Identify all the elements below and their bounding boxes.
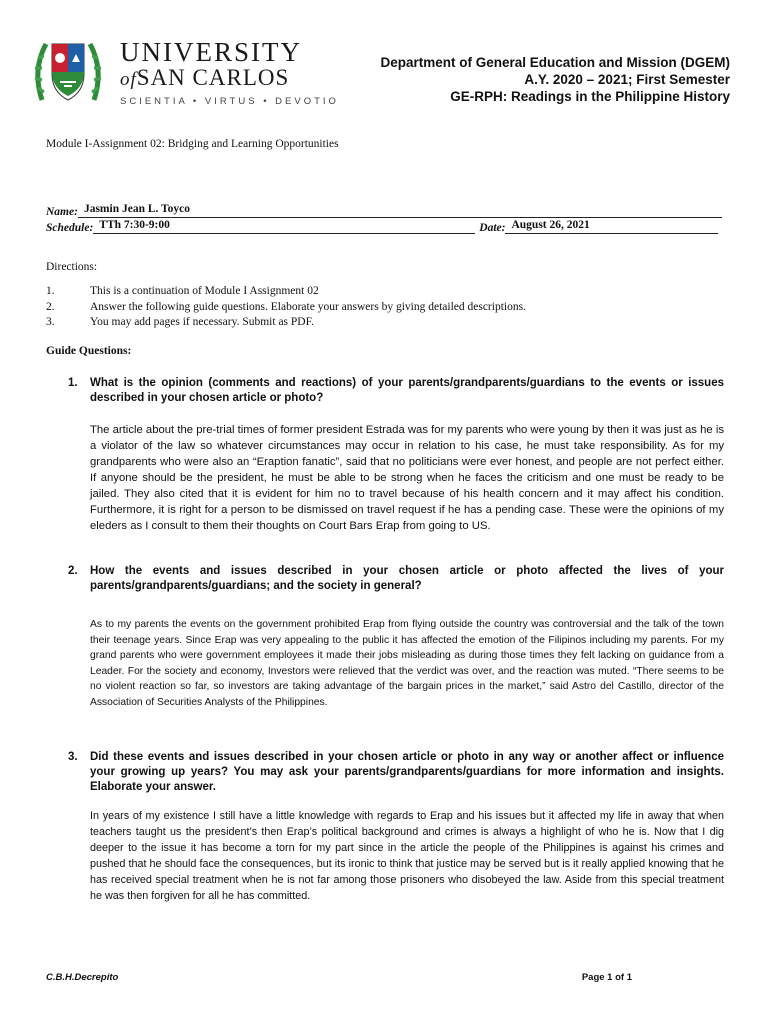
question-3 [68, 750, 724, 795]
schedule-label: Schedule: [46, 222, 94, 234]
list-text: You may add pages if necessary. Submit as PDF. [90, 316, 314, 328]
list-item [46, 284, 526, 300]
list-number: 2. [46, 300, 55, 313]
question-number: 2. [68, 565, 78, 577]
module-title: Module I-Assignment 02: Bridging and Learning Opportunities [46, 138, 339, 150]
list-number: 1. [46, 285, 55, 297]
university-name [120, 38, 339, 107]
question-number: 1. [68, 377, 78, 389]
academic-year: A.Y. 2020 – 2021; First Semester [524, 72, 730, 87]
name-label: Name: [46, 206, 78, 218]
schedule-value: TTh 7:30-9:00 [93, 219, 475, 234]
question-1 [68, 376, 724, 406]
university-seal-icon [32, 30, 104, 110]
date-value: August 26, 2021 [505, 219, 718, 234]
question-text: Did these events and issues described in your chosen article or photo in any way or another affect or influence your growing up years? You may ask your parents/grandparents/guardians for more information and insights. Elaborate your answer. [90, 751, 724, 793]
university-name-line1: UNIVERSITY [120, 37, 302, 67]
list-text: This is a continuation of Module I Assignment 02 [90, 285, 319, 297]
answer-3: In years of my existence I still have a little knowledge with regards to Erap and his issues but it affected my life in away that when teachers taught us the president’s then Erap’s political background and crimes is always a highlight of who he is. Now that I dig deeper to the issue it has become a torn for my part since in the article the people of the Philippines is against his crimes and pushed that he should face the consequences, but its ironic to think that justice may be served but is it really applied knowing that he has received special treatment when he is not far among those prisoners who disobeyed the law. Aside from this special treatment he was then forgiven for all he has committed. [90, 810, 724, 902]
directions-title: Directions: [46, 261, 98, 273]
name-value: Jasmin Jean L. Toyco [78, 203, 722, 218]
footer-page-number: Page 1 of 1 [581, 972, 632, 983]
university-name-san-carlos: SAN CARLOS [136, 65, 290, 90]
course-title: GE-RPH: Readings in the Philippine History [450, 89, 730, 104]
question-2 [68, 564, 724, 594]
list-number: 3. [46, 316, 55, 328]
question-number: 3. [68, 751, 78, 763]
date-label: Date: [479, 222, 506, 234]
question-text: What is the opinion (comments and reactions) of your parents/grandparents/guardians to the events or issues described in your chosen article or photo? [90, 377, 724, 404]
department-header [380, 54, 730, 105]
directions-list [46, 284, 526, 331]
list-item [46, 315, 526, 331]
name-field [46, 203, 722, 218]
footer-author: C.B.H.Decrepito [46, 972, 119, 983]
university-name-of: of [120, 69, 137, 90]
university-motto: SCIENTIA • VIRTUS • DEVOTIO [120, 96, 339, 107]
list-item [46, 300, 526, 316]
question-text: How the events and issues described in your chosen article or photo affected the lives of your parents/grandparents/guardians; and the society in general? [90, 565, 724, 592]
answer-1: The article about the pre-trial times of former president Estrada was for my parents who were young by then it was just as he is a violator of the law so whatever circumstances may occur in relation to his case, he must take responsibility. As for my grandparents who were also an “Eraption fanatic”, said that no politicians were ever honest, and people are not perfect either. If anyone should be the president, he must be able to be strong when he faces the criticism and one must be ready to be jailed. They also cited that it is evident for him no to travel because of his health concern and it may affect his condition. Furthermore, it is right for a person to be dismissed on travel request if he has a pending case. These were the opinions of my eleders as I consult to them their thoughts on Court Bars Erap from going to US. [90, 424, 724, 532]
guide-questions-title: Guide Questions: [46, 345, 132, 357]
schedule-date-field [46, 219, 718, 234]
list-text: Answer the following guide questions. Elaborate your answers by giving detailed descriptions. [90, 300, 526, 313]
university-name-line2 [120, 66, 339, 92]
department-name: Department of General Education and Mission (DGEM) [380, 55, 730, 70]
answer-2: As to my parents the events on the government prohibited Erap from flying outside the country was controversial and the talk of the town their teenage years. Since Erap was very appealing to the public it has affected the emotion of the Filipinos including my parents. For my grand parents who were government employees it made their jobs misleading as during those times they felt lacking on guidance from a Leader. For the society and economy, Investors were relieved that the verdict was over, and the reaction was muted. “There seems to be no violent reaction so far, so investors are taking advantage of the bargain prices in the market,” said Astro del Castillo, director of the Association of Securities Analysts of the Philippines. [90, 619, 724, 708]
